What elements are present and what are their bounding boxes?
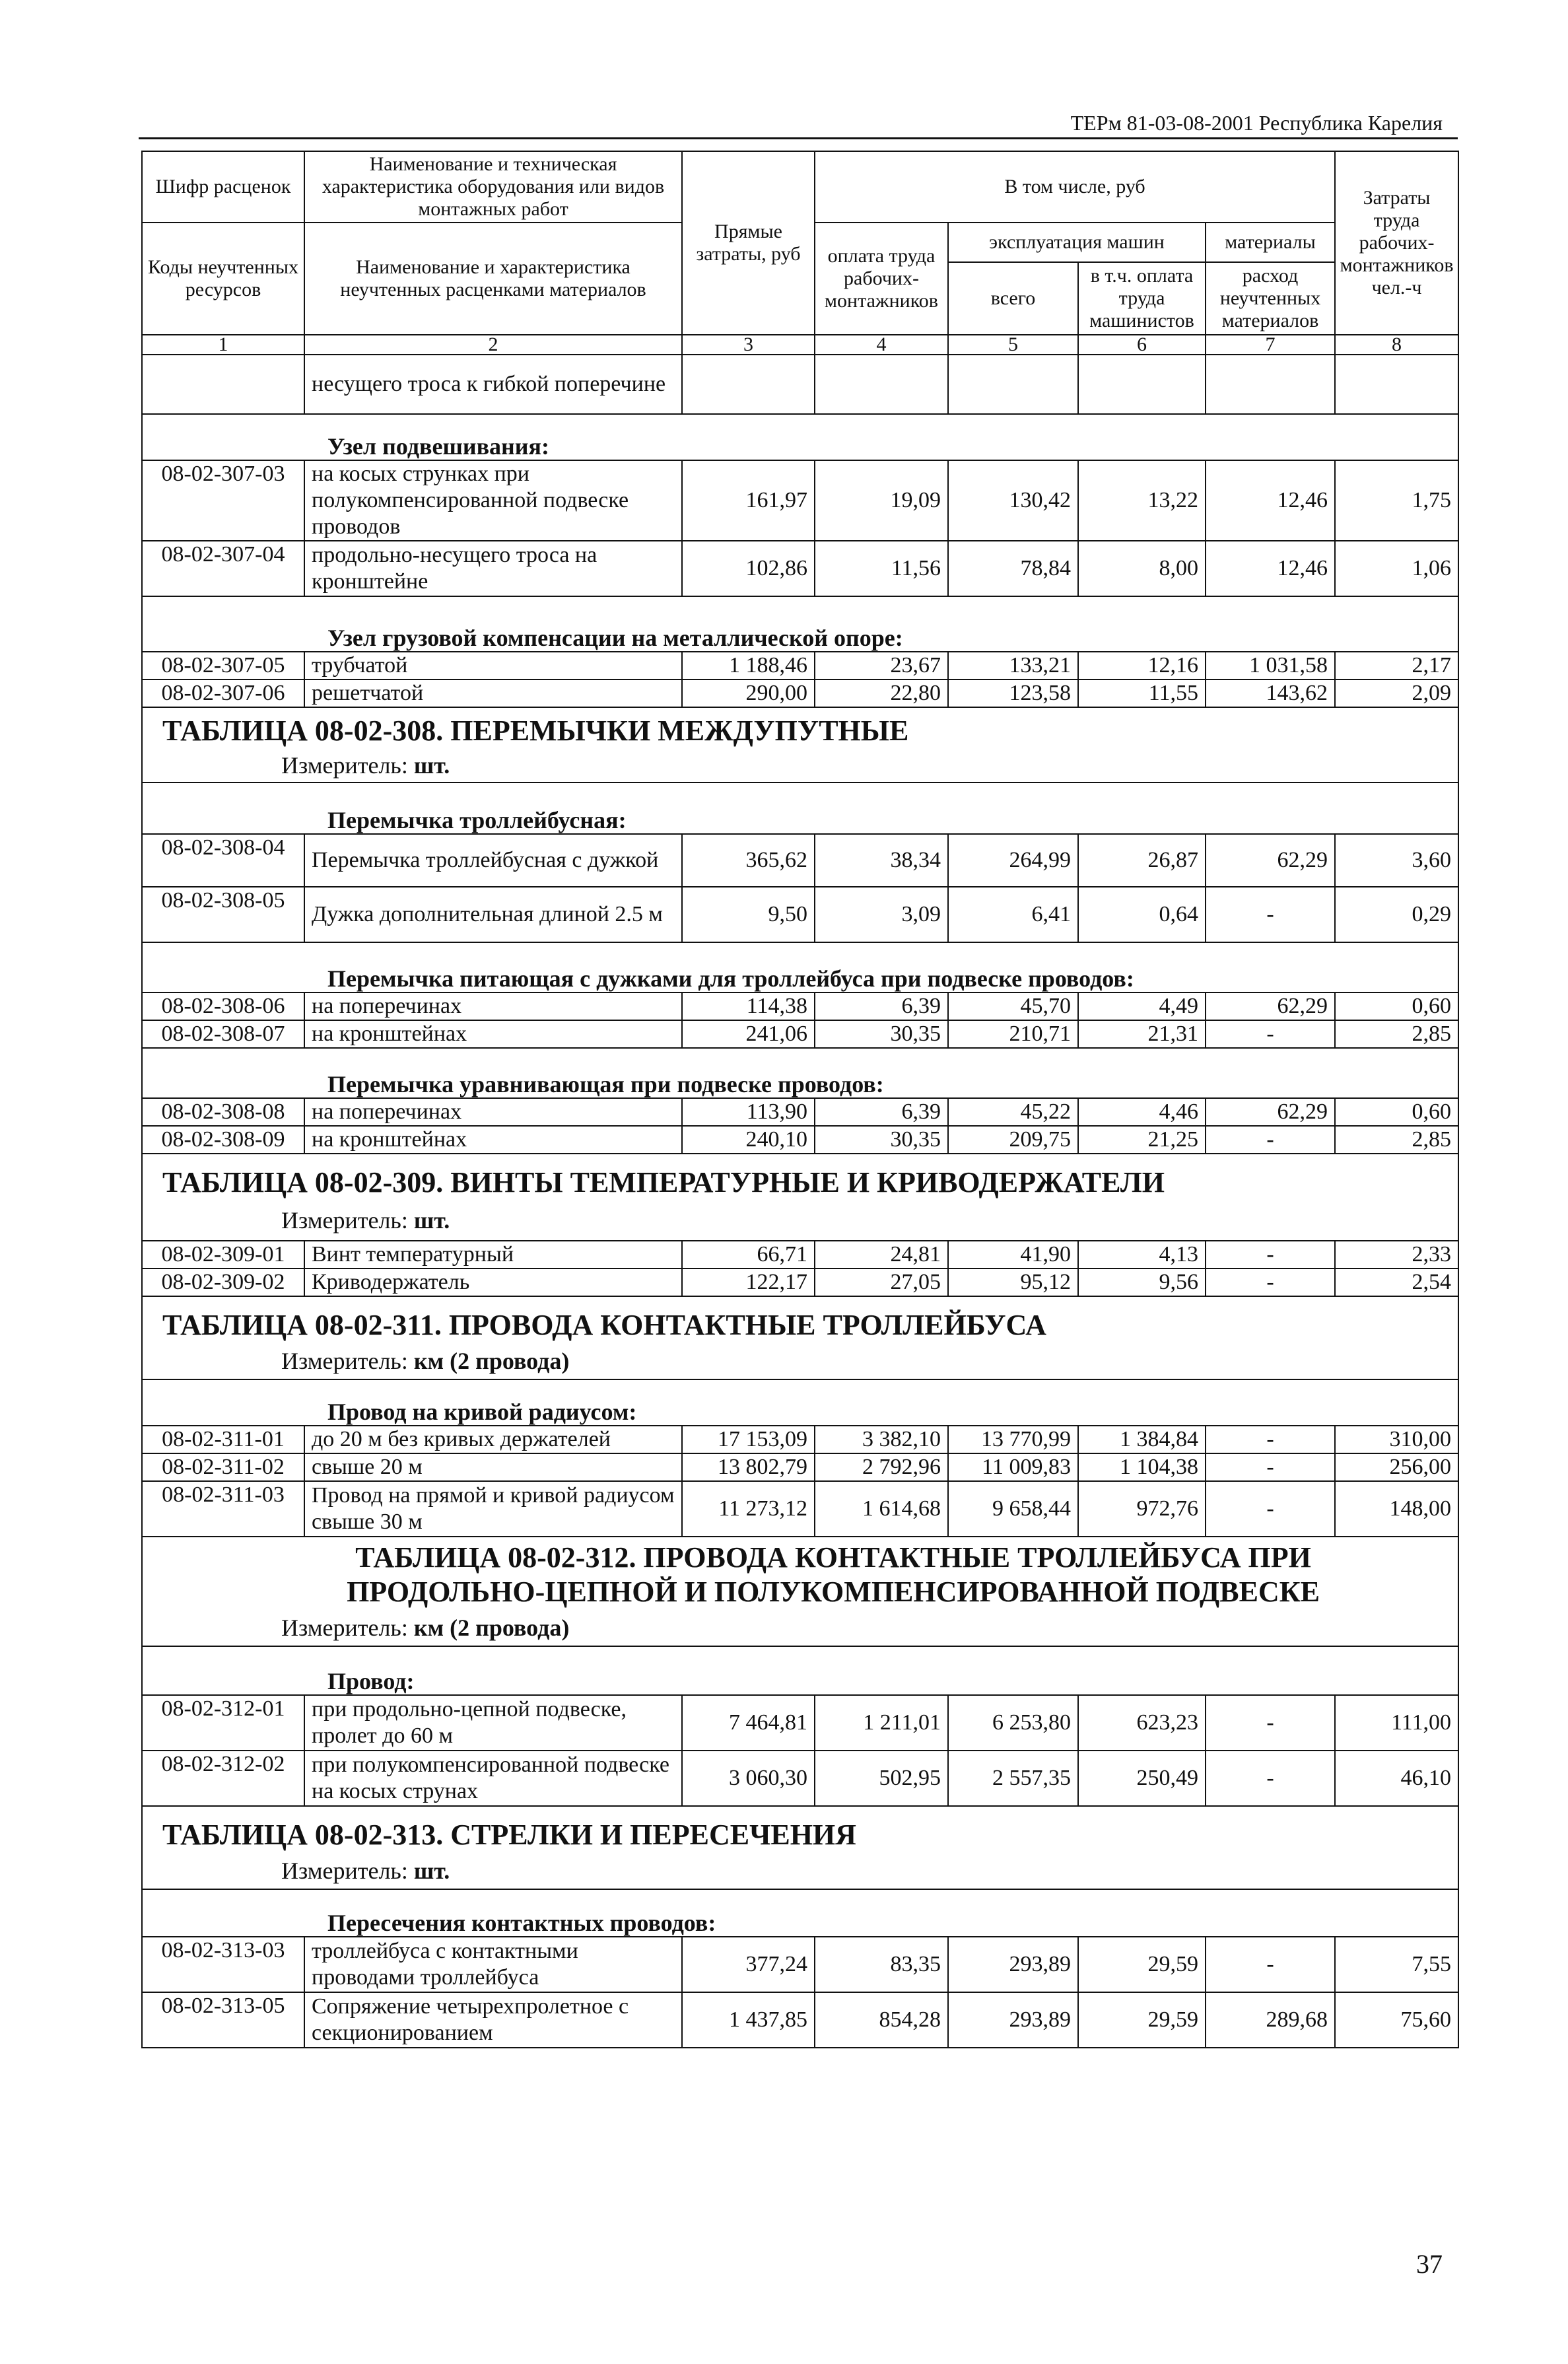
row-materials: - [1206,1020,1335,1048]
row-name: до 20 м без кривых держателей [304,1426,682,1453]
row-machines-labor: 1 384,84 [1078,1426,1206,1453]
row-machines-labor: 13,22 [1078,460,1206,541]
row-code: 08-02-308-09 [142,1126,304,1154]
row-hours: 2,85 [1335,1126,1458,1154]
row-code: 08-02-307-06 [142,679,304,707]
row-labor: 3,09 [815,887,948,942]
row-code: 08-02-311-01 [142,1426,304,1453]
table-title: ТАБЛИЦА 08-02-308. ПЕРЕМЫЧКИ МЕЖДУПУТНЫЕ [142,707,1458,748]
row-code: 08-02-308-04 [142,834,304,887]
row-hours: 256,00 [1335,1453,1458,1481]
measure-unit: км (2 провода) [413,1614,570,1641]
row-labor: 30,35 [815,1020,948,1048]
row-machines: 6,41 [948,887,1078,942]
row-materials: 12,46 [1206,541,1335,596]
row-code: 08-02-312-02 [142,1751,304,1806]
row-materials: 62,29 [1206,1098,1335,1126]
row-name: на поперечинах [304,992,682,1020]
group-heading: Провод: [142,1646,1458,1695]
row-code: 08-02-308-07 [142,1020,304,1048]
row-hours: 2,33 [1335,1241,1458,1269]
row-machines: 209,75 [948,1126,1078,1154]
col-materials-header: материалы [1206,223,1335,262]
measure-label: Измеритель: [281,1614,408,1641]
table-row [142,1426,1458,1453]
table-row [142,1098,1458,1126]
row-labor: 6,39 [815,1098,948,1126]
measure-line [142,748,1458,782]
measure-unit: шт. [413,1857,450,1884]
row-materials: 143,62 [1206,679,1335,707]
col-name-header: Наименование и техническая характеристика оборудования или видов монтажных работ [304,151,682,223]
row-direct: 161,97 [682,460,815,541]
row-code: 08-02-307-05 [142,652,304,679]
table-title: ТАБЛИЦА 08-02-309. ВИНТЫ ТЕМПЕРАТУРНЫЕ И КРИВОДЕРЖАТЕЛИ [142,1154,1458,1200]
row-machines-labor: 9,56 [1078,1269,1206,1296]
row-machines: 133,21 [948,652,1078,679]
row-machines: 123,58 [948,679,1078,707]
row-code: 08-02-311-03 [142,1481,304,1537]
row-direct: 9,50 [682,887,815,942]
table-row [142,834,1458,887]
table-row [142,1453,1458,1481]
row-labor: 11,56 [815,541,948,596]
row-direct: 1 437,85 [682,1992,815,2048]
row-direct: 114,38 [682,992,815,1020]
row-machines: 13 770,99 [948,1426,1078,1453]
table-title: ТАБЛИЦА 08-02-313. СТРЕЛКИ И ПЕРЕСЕЧЕНИЯ [142,1806,1458,1852]
table-row [142,679,1458,707]
table-row [142,460,1458,541]
row-name: Сопряжение четырехпролетное с секционированием [304,1992,682,2048]
measure-label: Измеритель: [281,751,408,779]
measure-label: Измеритель: [281,1206,408,1234]
row-machines-labor: 21,31 [1078,1020,1206,1048]
row-labor: 38,34 [815,834,948,887]
measure-unit: шт. [413,751,450,779]
measure-line [142,1342,1458,1379]
row-name: решетчатой [304,679,682,707]
row-machines-labor: 11,55 [1078,679,1206,707]
row-name: продольно-несущего троса на кронштейне [304,541,682,596]
row-machines: 11 009,83 [948,1453,1078,1481]
row-name: Криводержатель [304,1269,682,1296]
row-hours: 148,00 [1335,1481,1458,1537]
row-labor: 30,35 [815,1126,948,1154]
row-labor: 6,39 [815,992,948,1020]
table-row [142,541,1458,596]
row-materials: - [1206,1937,1335,1992]
row-machines-labor: 0,64 [1078,887,1206,942]
group-heading: Перемычка уравнивающая при подвеске проводов: [142,1048,1458,1098]
col-code-sub-header: Коды неучтенных ресурсов [142,223,304,335]
header-rule [139,137,1458,139]
row-machines-labor: 972,76 [1078,1481,1206,1537]
row-materials: - [1206,1269,1335,1296]
row-name: троллейбуса с контактными проводами троллейбуса [304,1937,682,1992]
row-materials: - [1206,1126,1335,1154]
row-labor: 83,35 [815,1937,948,1992]
table-row [142,1126,1458,1154]
table-row [142,1695,1458,1751]
row-name: при полукомпенсированной подвеске на косых струнах [304,1751,682,1806]
row-name: на косых струнках при полукомпенсированной подвеске проводов [304,460,682,541]
row-machines: 264,99 [948,834,1078,887]
col-number: 3 [682,335,815,355]
row-hours: 1,75 [1335,460,1458,541]
measure-line [142,1609,1458,1646]
table-row [142,887,1458,942]
row-hours: 2,17 [1335,652,1458,679]
row-materials: 12,46 [1206,460,1335,541]
row-materials: - [1206,1751,1335,1806]
table-row [142,1241,1458,1269]
table-title: ТАБЛИЦА 08-02-311. ПРОВОДА КОНТАКТНЫЕ ТРОЛЛЕЙБУСА [142,1296,1458,1342]
row-machines-labor: 29,59 [1078,1937,1206,1992]
row-machines-labor: 4,49 [1078,992,1206,1020]
row-name: на кронштейнах [304,1126,682,1154]
col-materials-unacc-header: расход неучтенных материалов [1206,262,1335,335]
table-row [142,1481,1458,1537]
row-hours: 2,54 [1335,1269,1458,1296]
group-heading: Перемычка троллейбусная: [142,782,1458,834]
row-code: 08-02-311-02 [142,1453,304,1481]
row-machines-labor: 8,00 [1078,541,1206,596]
col-number: 6 [1078,335,1206,355]
row-direct: 240,10 [682,1126,815,1154]
col-number: 7 [1206,335,1335,355]
row-materials: - [1206,1241,1335,1269]
row-machines-labor: 4,13 [1078,1241,1206,1269]
row-hours: 75,60 [1335,1992,1458,2048]
row-machines: 45,22 [948,1098,1078,1126]
measure-line [142,1200,1458,1241]
row-name: Перемычка троллейбусная с дужкой [304,834,682,887]
row-name: свыше 20 м [304,1453,682,1481]
table-row [142,1020,1458,1048]
row-direct: 365,62 [682,834,815,887]
row-hours: 2,09 [1335,679,1458,707]
group-heading: Перемычка питающая с дужками для троллейбуса при подвеске проводов: [142,942,1458,992]
row-direct: 377,24 [682,1937,815,1992]
row-code: 08-02-309-02 [142,1269,304,1296]
row-labor: 19,09 [815,460,948,541]
row-machines: 130,42 [948,460,1078,541]
row-machines: 2 557,35 [948,1751,1078,1806]
row-hours: 46,10 [1335,1751,1458,1806]
row-name: Провод на прямой и кривой радиусом свыше 30 м [304,1481,682,1537]
row-machines-labor: 12,16 [1078,652,1206,679]
measure-unit: км (2 провода) [413,1347,570,1374]
row-code: 08-02-312-01 [142,1695,304,1751]
col-number: 1 [142,335,304,355]
measure-unit: шт. [413,1206,450,1234]
table-row [142,1992,1458,2048]
row-code: 08-02-307-04 [142,541,304,596]
row-name: трубчатой [304,652,682,679]
page-number: 37 [1416,2249,1443,2279]
table-row [142,1269,1458,1296]
row-materials: - [1206,1426,1335,1453]
col-code-header: Шифр расценок [142,151,304,223]
measure-line [142,1852,1458,1889]
row-hours: 310,00 [1335,1426,1458,1453]
measure-label: Измеритель: [281,1857,408,1884]
row-machines: 6 253,80 [948,1695,1078,1751]
table-row [142,355,1458,414]
group-heading: Пересечения контактных проводов: [142,1889,1458,1937]
row-labor: 3 382,10 [815,1426,948,1453]
row-labor: 24,81 [815,1241,948,1269]
col-number: 5 [948,335,1078,355]
row-direct: 7 464,81 [682,1695,815,1751]
col-number: 4 [815,335,948,355]
row-labor: 2 792,96 [815,1453,948,1481]
row-code: 08-02-313-03 [142,1937,304,1992]
table-row [142,1937,1458,1992]
row-labor: 23,67 [815,652,948,679]
row-direct: 3 060,30 [682,1751,815,1806]
row-hours: 0,60 [1335,1098,1458,1126]
table-row [142,1751,1458,1806]
row-direct: 241,06 [682,1020,815,1048]
row-machines: 41,90 [948,1241,1078,1269]
row-materials: - [1206,1481,1335,1537]
row-labor: 1 211,01 [815,1695,948,1751]
col-labor-pay-header: оплата труда рабочих-монтажников [815,223,948,335]
row-code: 08-02-308-08 [142,1098,304,1126]
row-machines: 9 658,44 [948,1481,1078,1537]
row-materials: - [1206,1695,1335,1751]
row-name: Винт температурный [304,1241,682,1269]
row-code: 08-02-307-03 [142,460,304,541]
row-hours: 3,60 [1335,834,1458,887]
col-number: 8 [1335,335,1458,355]
row-direct: 11 273,12 [682,1481,815,1537]
row-direct: 66,71 [682,1241,815,1269]
row-labor: 22,80 [815,679,948,707]
row-direct: 13 802,79 [682,1453,815,1481]
row-machines: 45,70 [948,992,1078,1020]
col-incl-header: В том числе, руб [815,151,1335,223]
col-name-sub-header: Наименование и характеристика неучтенных расценками материалов [304,223,682,335]
row-machines: 95,12 [948,1269,1078,1296]
row-direct: 17 153,09 [682,1426,815,1453]
table-title: ТАБЛИЦА 08-02-312. ПРОВОДА КОНТАКТНЫЕ ТРОЛЛЕЙБУСА ПРИ ПРОДОЛЬНО-ЦЕПНОЙ И ПОЛУКОМПЕНСИРОВАННОЙ ПОДВЕСКЕ [142,1537,1458,1609]
group-heading: Провод на кривой радиусом: [142,1379,1458,1426]
row-labor: 854,28 [815,1992,948,2048]
row-hours: 2,85 [1335,1020,1458,1048]
row-machines-labor: 1 104,38 [1078,1453,1206,1481]
price-table [141,151,1459,2048]
col-labor-hours-header: Затраты труда рабочих-монтажников чел.-ч [1335,151,1458,335]
row-labor: 1 614,68 [815,1481,948,1537]
row-machines: 78,84 [948,541,1078,596]
row-code: 08-02-308-05 [142,887,304,942]
row-name: при продольно-цепной подвеске, пролет до 60 м [304,1695,682,1751]
document-code: ТЕРм 81-03-08-2001 Республика Карелия [1070,111,1443,135]
row-machines-labor: 26,87 [1078,834,1206,887]
col-direct-header: Прямые затраты, руб [682,151,815,335]
row-materials: 1 031,58 [1206,652,1335,679]
row-direct: 102,86 [682,541,815,596]
row-labor: 27,05 [815,1269,948,1296]
col-machines-header: эксплуатация машин [948,223,1206,262]
col-machines-labor-header: в т.ч. оплата труда машинистов [1078,262,1206,335]
table-row [142,992,1458,1020]
row-machines-labor: 4,46 [1078,1098,1206,1126]
row-code: 08-02-309-01 [142,1241,304,1269]
row-machines-labor: 250,49 [1078,1751,1206,1806]
row-code: 08-02-313-05 [142,1992,304,2048]
row-name: на поперечинах [304,1098,682,1126]
row-materials: - [1206,887,1335,942]
row-materials: 62,29 [1206,992,1335,1020]
row-direct: 1 188,46 [682,652,815,679]
row-materials: - [1206,1453,1335,1481]
row-machines-labor: 21,25 [1078,1126,1206,1154]
row-name: несущего троса к гибкой поперечине [304,355,682,414]
row-materials: 289,68 [1206,1992,1335,2048]
row-name: Дужка дополнительная длиной 2.5 м [304,887,682,942]
row-direct: 290,00 [682,679,815,707]
row-machines-labor: 29,59 [1078,1992,1206,2048]
row-hours: 0,60 [1335,992,1458,1020]
row-hours: 111,00 [1335,1695,1458,1751]
measure-label: Измеритель: [281,1347,408,1374]
row-machines: 210,71 [948,1020,1078,1048]
row-hours: 0,29 [1335,887,1458,942]
group-heading: Узел грузовой компенсации на металлической опоре: [142,596,1458,652]
row-machines: 293,89 [948,1937,1078,1992]
group-heading: Узел подвешивания: [142,414,1458,460]
row-hours: 7,55 [1335,1937,1458,1992]
row-code: 08-02-308-06 [142,992,304,1020]
row-labor: 502,95 [815,1751,948,1806]
row-materials: 62,29 [1206,834,1335,887]
row-machines-labor: 623,23 [1078,1695,1206,1751]
row-direct: 122,17 [682,1269,815,1296]
row-direct: 113,90 [682,1098,815,1126]
row-hours: 1,06 [1335,541,1458,596]
row-name: на кронштейнах [304,1020,682,1048]
table-row [142,652,1458,679]
col-machines-total-header: всего [948,262,1078,335]
col-number: 2 [304,335,682,355]
row-machines: 293,89 [948,1992,1078,2048]
